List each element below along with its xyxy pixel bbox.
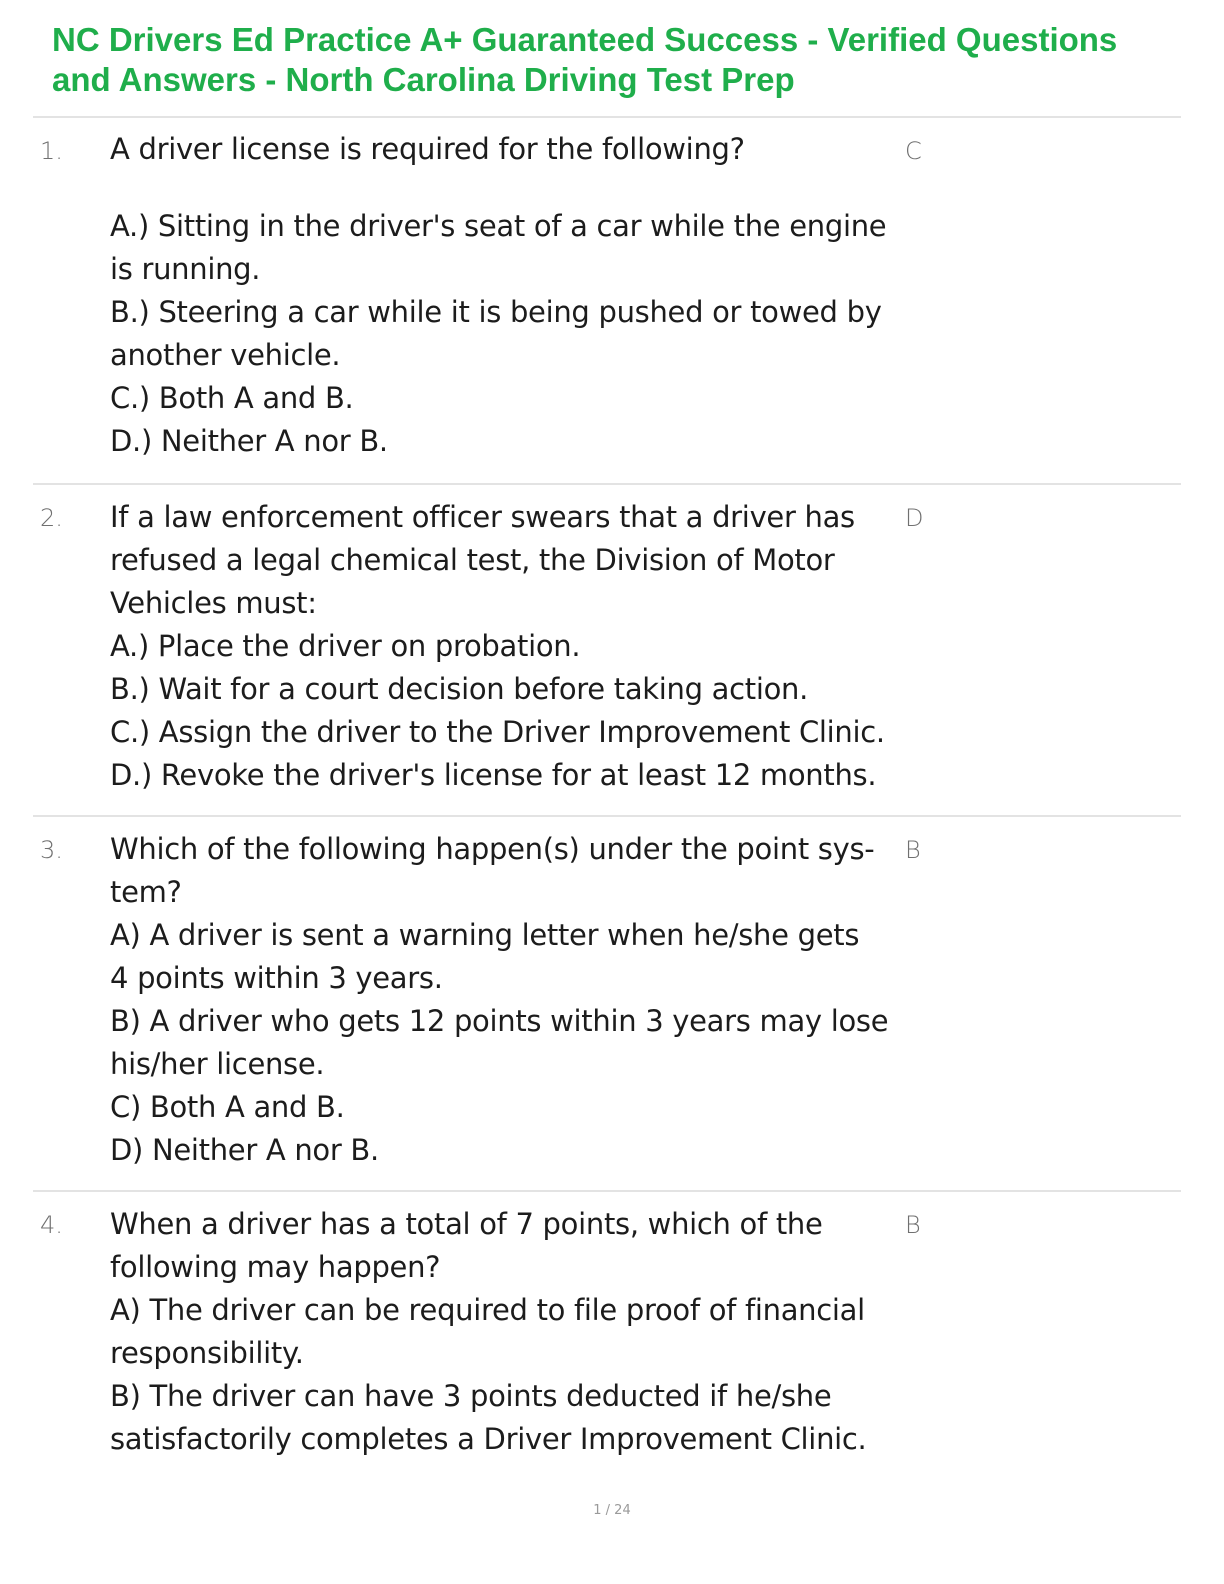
option-line: B.) Wait for a court decision before taking action. [110,672,809,706]
option-line: D) Neither A nor B. [110,1133,379,1167]
question-number: 3. [40,836,63,864]
option-line: A.) Place the driver on probation. [110,629,581,663]
option-line: A) A driver is sent a warning letter when he/she gets [110,918,860,952]
question-text [110,828,900,1172]
title-divider [33,116,1181,118]
question-line: If a law enforcement officer swears that a driver has [110,500,855,534]
question-number: 4. [40,1211,63,1239]
document-title-line-2: and Answers - North Carolina Driving Test Prep [52,61,795,98]
document-title [52,20,1217,100]
question-text [110,128,900,463]
question-line: Which of the following happen(s) under the point sys- [110,832,875,866]
answer-key: D [905,504,924,532]
option-line: is running. [110,252,261,286]
option-line: C.) Both A and B. [110,381,354,415]
question-line: following may happen? [110,1250,441,1284]
option-line: satisfactorily completes a Driver Improvement Clinic. [110,1422,867,1456]
answer-key: C [905,137,922,165]
option-line: B.) Steering a car while it is being pushed or towed by [110,295,882,329]
option-line: C.) Assign the driver to the Driver Improvement Clinic. [110,715,885,749]
option-line: D.) Revoke the driver's license for at least 12 months. [110,758,877,792]
question-divider [33,815,1181,817]
answer-key: B [905,1211,921,1239]
document-title-line-1: NC Drivers Ed Practice A+ Guaranteed Success - Verified Questions [52,21,1118,58]
question-line: tem? [110,875,182,909]
question-divider [33,1190,1181,1192]
option-line: responsibility. [110,1336,304,1370]
option-line: D.) Neither A nor B. [110,424,388,458]
page-indicator: 1 / 24 [593,1503,631,1518]
option-line: 4 points within 3 years. [110,961,443,995]
question-number: 2. [40,504,63,532]
question-line: Vehicles must: [110,586,317,620]
option-line: A) The driver can be required to file proof of financial [110,1293,865,1327]
question-text [110,496,900,797]
question-line: refused a legal chemical test, the Division of Motor [110,543,835,577]
answer-key: B [905,836,921,864]
question-line-blank [110,171,900,205]
option-line: A.) Sitting in the driver's seat of a car while the engine [110,209,887,243]
question-text [110,1203,900,1461]
option-line: his/her license. [110,1047,325,1081]
question-divider [33,483,1181,485]
question-number: 1. [40,137,63,165]
question-line: When a driver has a total of 7 points, which of the [110,1207,823,1241]
option-line: B) The driver can have 3 points deducted if he/she [110,1379,832,1413]
option-line: B) A driver who gets 12 points within 3 years may lose [110,1004,889,1038]
question-line: A driver license is required for the following? [110,132,745,166]
option-line: another vehicle. [110,338,341,372]
option-line: C) Both A and B. [110,1090,345,1124]
